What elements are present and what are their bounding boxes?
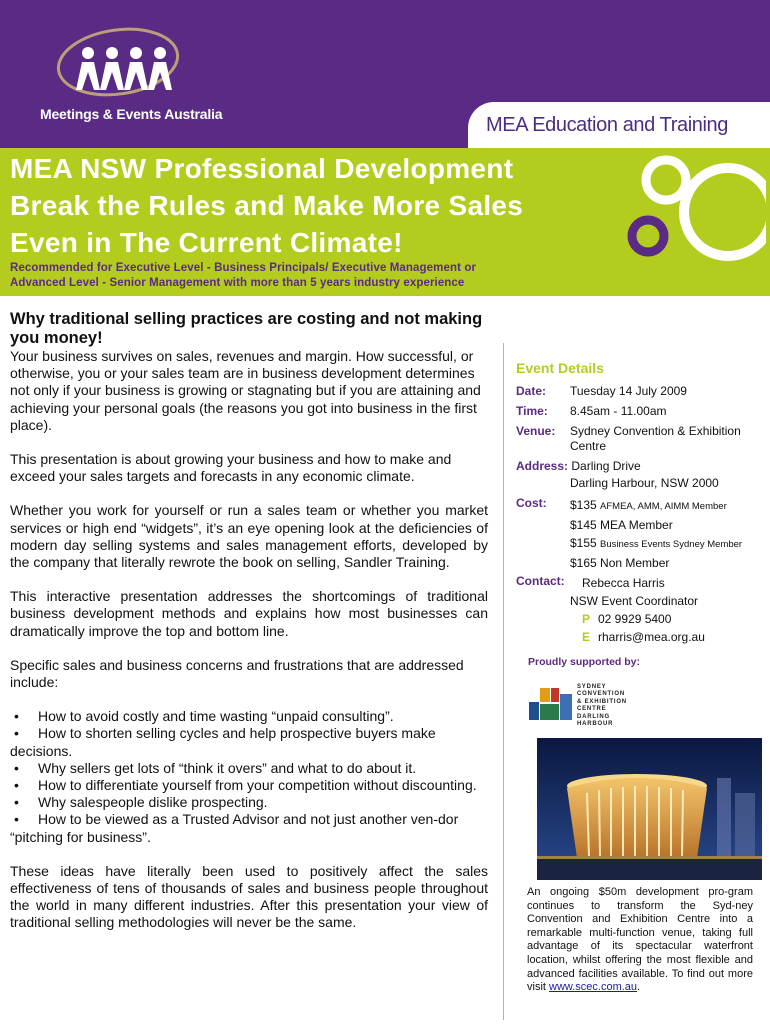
paragraph-1: Your business survives on sales, revenues and margin. How successful, or otherwise, you or your sales team are in business development determines not only if your business is growing or stagnating but if you are attaining and achieving your personal goals (the reasons you got into business in the first place). [10, 348, 481, 433]
header-band [0, 0, 770, 148]
cost-option: $155 Business Events Sydney Member [570, 536, 743, 550]
paragraph-2: This presentation is about growing your business and how to make and exceed your sales targets and forecasts in any economic climate. [10, 451, 452, 485]
bullet: • [14, 811, 19, 828]
bullet: • [14, 708, 19, 725]
education-tab-label: MEA Education and Training [486, 114, 728, 136]
list-item: • How to shorten selling cycles and help prospective buyers make decisions. [10, 725, 436, 759]
title-line-3: Even in The Current Climate! [10, 227, 403, 258]
subtitle-line-2: Advanced Level - Senior Management with more than 5 years industry experience [10, 277, 465, 289]
address-line-2: Darling Harbour, NSW 2000 [570, 476, 719, 490]
title-line-1: MEA NSW Professional Development [10, 153, 514, 184]
venue-row [516, 424, 766, 454]
bullet: • [14, 777, 19, 794]
paragraph-3: Whether you work for yourself or run a sales team or whether you market services or high end “widgets”, it’s an eye opening look at the deficiencies of modern day selling systems and sales management efforts, developed by the company that literally rewrote the book on selling, Sandler Training. [10, 502, 488, 571]
cost-option: $145 MEA Member [570, 518, 673, 532]
cost-option: $135 AFMEA, AMM, AIMM Member [570, 498, 727, 512]
email-label: E [582, 630, 591, 644]
subtitle-line-1: Recommended for Executive Level - Business Principals/ Executive Management or [10, 262, 477, 274]
event-details [516, 360, 766, 646]
time-value: 8.45am - 11.00am [570, 404, 667, 418]
list-item: • Why sellers get lots of “think it overs” and what to do about it. [10, 760, 488, 777]
contact-role: NSW Event Coordinator [570, 594, 699, 608]
education-tab [468, 102, 770, 148]
list-item: • How to avoid costly and time wasting “unpaid consulting”. [10, 708, 488, 725]
list-item: • How to differentiate yourself from your competition without discounting. [10, 777, 488, 794]
paragraph-4: This interactive presentation addresses the shortcomings of traditional business development methods and explains how most businesses can dramatically improve the top and bottom line. [10, 588, 488, 639]
venue-value: Sydney Convention & Exhibition Centre [570, 424, 741, 453]
phone-label: P [582, 612, 591, 626]
address-line-1: Darling Drive [571, 459, 641, 473]
decorative-rings [616, 150, 766, 300]
cost-label: Cost: [516, 496, 547, 510]
event-details-title: Event Details [516, 360, 604, 376]
venue-label: Venue: [516, 424, 556, 438]
venue-photo [537, 738, 762, 880]
contact-email[interactable]: E rharris@mea.org.au [582, 630, 705, 644]
time-label: Time: [516, 404, 548, 418]
scec-link[interactable]: www.scec.com.au [549, 981, 638, 994]
date-label: Date: [516, 384, 547, 398]
supported-by-label: Proudly supported by: [528, 656, 641, 668]
contact-label: Contact: [516, 574, 565, 588]
list-item: • How to be viewed as a Trusted Advisor and not just another ven-dor “pitching for business”. [10, 811, 459, 845]
main-content [10, 310, 488, 932]
contact-name: Rebecca Harris [582, 576, 665, 590]
scec-logo-text: SYDNEY CONVENTION & EXHIBITION CENTRE DARLING HARBOUR [577, 684, 627, 728]
cost-option: $165 Non Member [570, 556, 670, 570]
column-divider [503, 343, 504, 1020]
contact-row [516, 574, 766, 646]
paragraph-6: These ideas have literally been used to positively affect the sales effectiveness of tens of thousands of sales and business people throughout the world in many different industries. After this presentation your view of traditional selling methodologies will never be the same. [10, 862, 488, 931]
cost-row [516, 496, 766, 572]
title-line-2: Break the Rules and Make More Sales [10, 190, 524, 221]
bullet: • [14, 794, 19, 811]
address-label: Address: [516, 459, 569, 473]
contact-phone: P 02 9929 5400 [582, 612, 672, 626]
main-heading: Why traditional selling practices are costing and not making you money! [10, 310, 483, 347]
paragraph-5: Specific sales and business concerns and frustrations that are addressed include: [10, 656, 464, 691]
bullet: • [14, 725, 19, 742]
date-row [516, 384, 766, 400]
concerns-list [10, 708, 488, 846]
time-row [516, 404, 766, 420]
org-name: Meetings & Events Australia [40, 106, 223, 122]
list-item: • Why salespeople dislike prospecting. [10, 794, 488, 811]
venue-caption: An ongoing $50m development pro-gram continues to transform the Syd-ney Convention and Exhibition Centre into a remarkable multi-function venue, taking full advantage of its spectacular waterfront location, whilst offering the most flexible and advanced facilities available. To find out more visit www.scec.com.au. [527, 886, 753, 994]
date-value: Tuesday 14 July 2009 [570, 384, 687, 398]
address-row [516, 458, 766, 492]
bullet: • [14, 759, 19, 776]
